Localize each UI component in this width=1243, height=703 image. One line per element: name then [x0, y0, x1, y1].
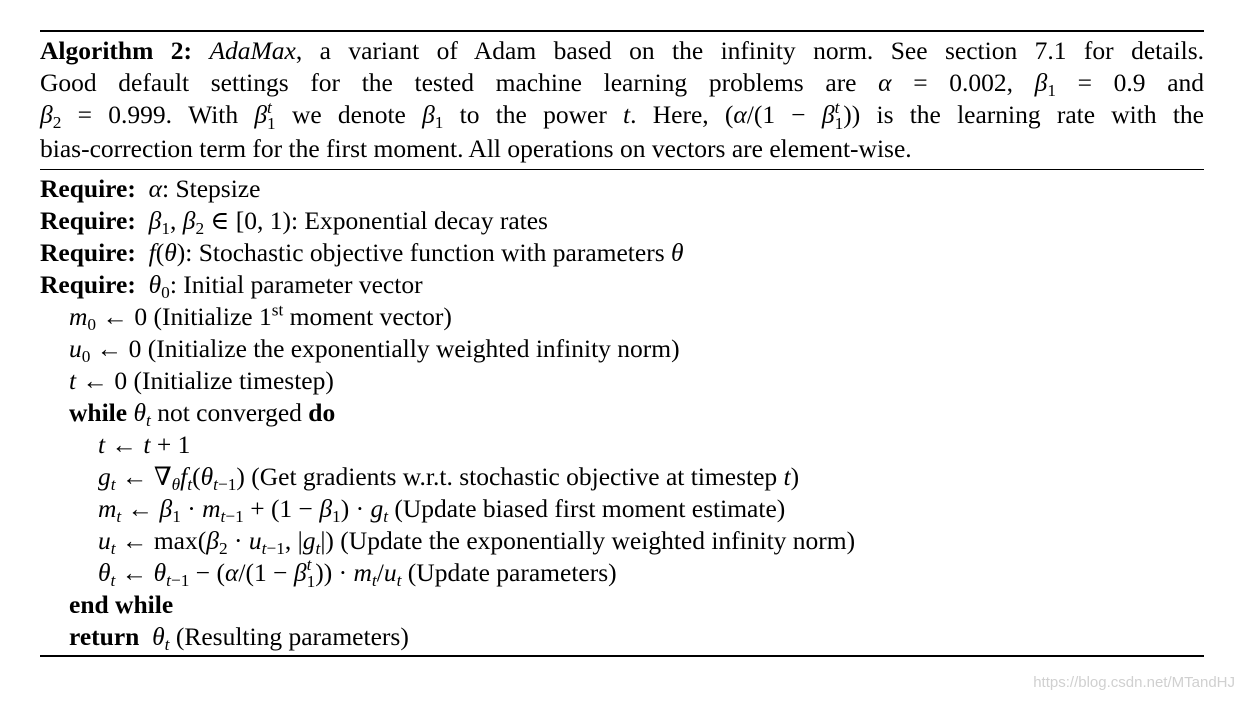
algorithm-box	[40, 30, 1204, 657]
step-update-m: $m_t$ ← $\beta_1 \cdot m_{t-1} + (1 - \beta_1) \cdot g_t$ (Update biased first moment estimate)	[98, 493, 786, 526]
watermark: https://blog.csdn.net/MTandHJ	[1033, 674, 1235, 691]
algorithm-caption	[40, 32, 1204, 169]
step-update-u: $u_t$ ← $\max(\beta_2 \cdot u_{t-1}$, $|g_t|$) (Update the exponentially weighted infinity norm)	[98, 525, 856, 558]
caption-line-3: $\beta_2 = 0.999$. With β t 1 we denote $\beta_1$ to the power t. Here, (α/(1 − β t 1 )) is the learning rate with the	[40, 97, 1204, 134]
step-while: while $\theta_t$ not converged do	[69, 397, 336, 430]
bottom-rule	[40, 655, 1204, 657]
algorithm-body	[40, 170, 1204, 655]
algorithm-name: AdaMax	[209, 36, 296, 65]
require-stepsize: Require: α: Stepsize	[40, 173, 261, 203]
step-init-t: t ← 0 (Initialize timestep)	[69, 365, 334, 395]
step-end-while: end while	[69, 589, 174, 619]
step-return: return $\theta_t$ (Resulting parameters)	[69, 621, 409, 654]
step-init-m: $m_0$ ← 0 (Initialize 1st moment vector)	[69, 300, 452, 334]
require-decay-rates: Require: $\beta_1$, $\beta_2$ ∈ [0, 1): Exponential decay rates	[40, 205, 548, 238]
caption-line-1-text: , a variant of Adam based on the infinity norm. See section 7.1 for details.	[295, 36, 1205, 65]
caption-line-1	[40, 35, 1204, 67]
require-objective: Require: f(θ): Stochastic objective function with parameters θ	[40, 237, 684, 267]
step-gradient: $g_t$ ← $\nabla_\theta f_t(\theta_{t-1})$ (Get gradients w.r.t. stochastic objective at timestep t)	[98, 461, 800, 494]
step-init-u: $u_0$ ← 0 (Initialize the exponentially weighted infinity norm)	[69, 333, 680, 366]
step-increment-t: t ← t + 1	[98, 429, 191, 459]
caption-line-2: Good default settings for the tested machine learning problems are α = 0.002, $\beta_1 = 0.9$ and	[40, 68, 1205, 101]
caption-line-4: bias-correction term for the first moment. All operations on vectors are element-wise.	[40, 133, 912, 163]
algorithm-label: Algorithm 2:	[40, 36, 192, 65]
require-initial-vector: Require: $\theta_0$: Initial parameter vector	[40, 269, 423, 302]
step-update-theta: $\theta_t$ ← $\theta_{t-1} - (\alpha/(1 - \beta$ t 1 )) · $m_t/u_t$ (Update parameters)	[98, 555, 617, 591]
